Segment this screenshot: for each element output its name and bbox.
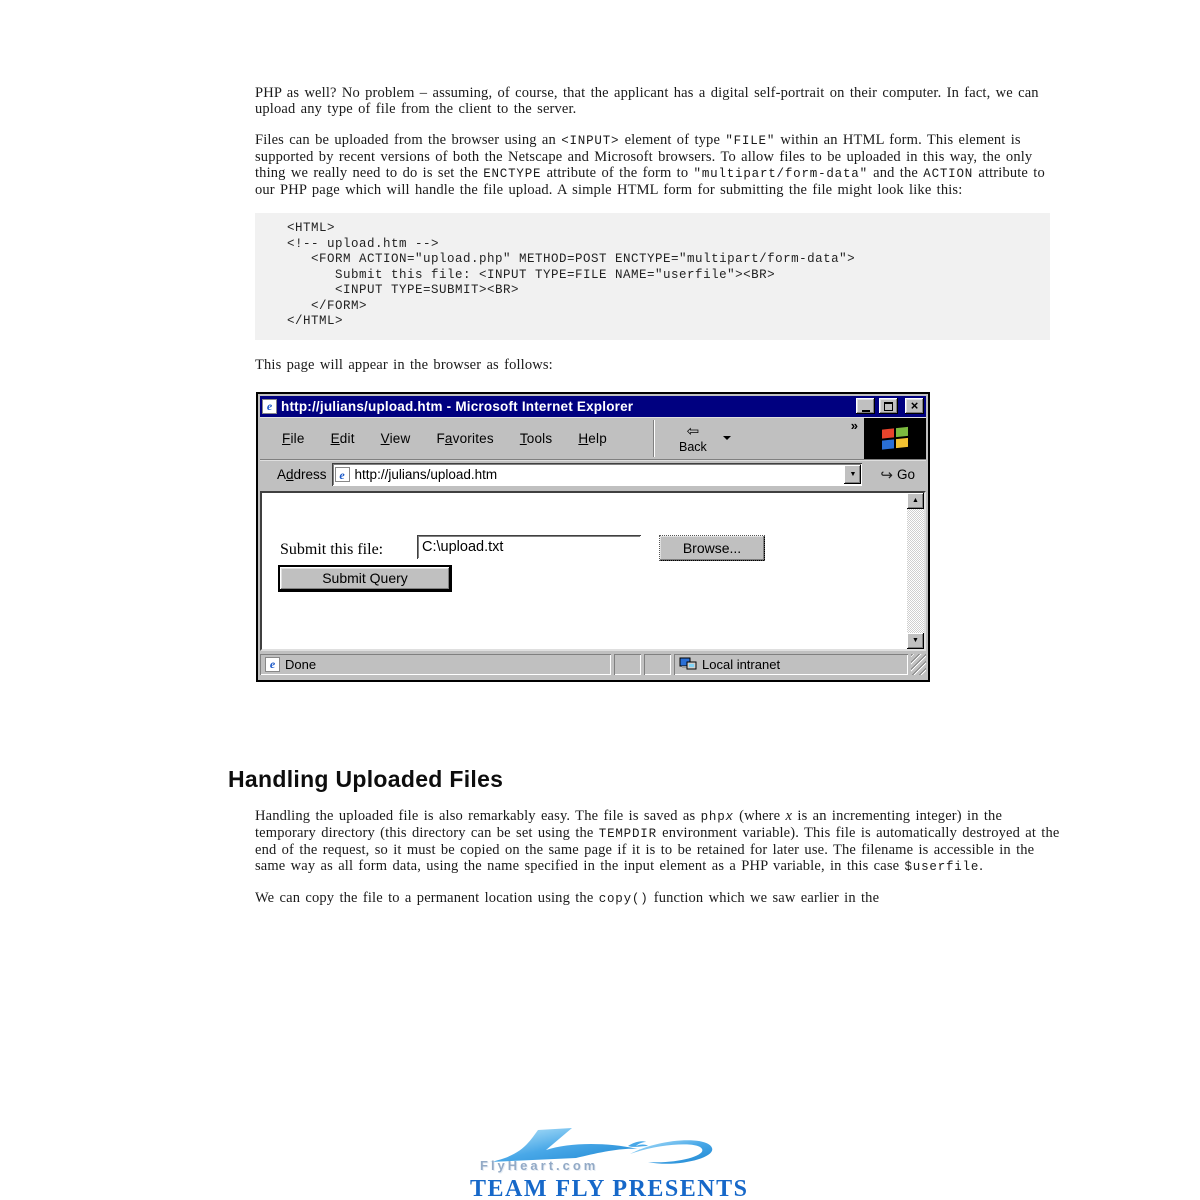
ie-titlebar[interactable] — [260, 396, 926, 417]
text-segment: . — [979, 857, 983, 874]
code-line: <HTML> — [287, 221, 336, 235]
team-fly-presents-label: TEAM FLY PRESENTS — [470, 1176, 749, 1200]
code-segment: ACTION — [923, 167, 974, 181]
go-button[interactable] — [876, 466, 923, 484]
scroll-up-icon[interactable]: ▲ — [907, 493, 924, 509]
code-line: </FORM> — [287, 298, 368, 313]
text-segment: attribute of the form to — [541, 165, 694, 181]
status-panel — [644, 654, 671, 675]
intranet-icon — [679, 657, 697, 672]
section-heading: Handling Uploaded Files — [228, 765, 504, 792]
status-done-panel — [260, 654, 611, 675]
zone-text: Local intranet — [702, 656, 781, 672]
code-line: </HTML> — [287, 314, 344, 328]
handling-paragraph-2 — [255, 890, 1067, 907]
code-segment: <INPUT> — [561, 134, 620, 148]
vertical-scrollbar[interactable] — [907, 493, 924, 649]
menu-file[interactable]: File — [282, 430, 305, 446]
code-segment: "FILE" — [725, 134, 776, 148]
handling-paragraph-1 — [255, 808, 1067, 875]
code-var-segment: x — [725, 809, 734, 824]
ie-browser-window — [256, 392, 930, 682]
status-text: Done — [285, 656, 317, 672]
go-label: Go — [896, 467, 915, 482]
menu-bar — [260, 418, 652, 459]
maximize-button[interactable] — [879, 398, 898, 414]
navigation-toolbar — [656, 418, 864, 459]
text-segment: Files can be uploaded from the browser using an — [255, 132, 562, 148]
code-line: <!-- upload.htm --> — [287, 236, 440, 251]
status-zone-panel — [674, 654, 908, 675]
main-content — [228, 85, 1067, 922]
more-buttons-chevron[interactable]: » — [850, 417, 858, 433]
scroll-down-icon[interactable]: ▼ — [907, 633, 924, 649]
text-segment: and the — [867, 165, 924, 181]
team-fly-logo — [470, 1128, 749, 1200]
file-field-label: Submit this file: — [280, 540, 384, 558]
code-segment: ENCTYPE — [483, 167, 542, 181]
address-input[interactable] — [332, 463, 863, 486]
submit-query-button[interactable]: Submit Query — [278, 565, 452, 592]
windows-logo — [864, 418, 926, 459]
ie-favicon: e — [335, 467, 350, 482]
intro-paragraph-2 — [255, 132, 1067, 198]
address-bar — [260, 460, 926, 489]
address-label: Address — [277, 467, 327, 482]
intro-paragraph-1: PHP as well? No problem – assuming, of course, that the applicant has a digital self-portrait on their computer. In fact, we can upload any type of file from the client to the server. — [255, 85, 1039, 117]
variable-segment: x — [785, 807, 793, 824]
code-segment: $userfile — [904, 859, 980, 874]
menu-tools[interactable]: Tools — [519, 430, 553, 446]
close-button[interactable]: × — [905, 398, 924, 414]
menu-help[interactable]: Help — [578, 430, 607, 446]
flyheart-site-label: FlyHeart.com — [480, 1158, 599, 1173]
html-code-listing — [255, 213, 1050, 340]
window-title: http://julians/upload.htm - Microsoft Internet Explorer — [281, 398, 634, 414]
text-segment: We can copy the file to a permanent location using the — [255, 889, 599, 906]
back-dropdown-icon[interactable] — [723, 436, 731, 444]
ie-toolbar — [260, 417, 926, 460]
text-segment: attribute to our PHP page which will handle the file upload. A simple HTML form for submitting the file might look like this: — [255, 165, 1045, 198]
flyheart-swoosh — [470, 1128, 730, 1174]
code-line: <FORM ACTION="upload.php" METHOD=POST ENCTYPE="multipart/form-data"> — [287, 252, 856, 266]
text-segment: element of type — [619, 132, 726, 148]
lead-in-paragraph: This page will appear in the browser as follows: — [255, 356, 553, 373]
code-segment: copy() — [598, 891, 649, 906]
text-segment: Handling the uploaded file is also remarkably easy. The file is saved as — [255, 807, 701, 824]
toolbar-divider — [653, 420, 655, 457]
browser-viewport — [260, 491, 926, 651]
ie-page-icon: e — [262, 399, 277, 414]
address-url[interactable]: http://julians/upload.htm — [354, 467, 498, 482]
text-segment: is an incrementing integer) in the temporary directory (this directory can be set using the — [255, 807, 1003, 841]
menu-edit[interactable]: Edit — [330, 430, 355, 446]
go-arrow-icon: ↪ — [880, 466, 893, 484]
text-segment: function which we saw earlier in the — [648, 889, 880, 906]
code-segment: php — [700, 809, 726, 824]
file-path-input[interactable] — [417, 535, 641, 559]
code-line: Submit this file: <INPUT TYPE=FILE NAME="userfile"><BR> — [287, 267, 776, 282]
status-bar — [260, 654, 926, 675]
address-dropdown-button[interactable]: ▼ — [844, 465, 861, 484]
code-segment: TEMPDIR — [598, 826, 657, 841]
minimize-button[interactable] — [856, 398, 875, 414]
menu-favorites[interactable]: Favorites — [436, 430, 494, 446]
back-button[interactable] — [665, 422, 717, 455]
text-segment: environment variable). This file is automatically destroyed at the end of the request, so it must be copied on the same page if it is to be retained for later use. The filename is accessible in the same way as all form data, using the name specified in the input element as a PHP variable, in this case — [255, 824, 1060, 874]
code-segment: "multipart/form-data" — [693, 167, 868, 181]
browse-button[interactable]: Browse... — [659, 535, 765, 561]
status-panel — [614, 654, 641, 675]
text-segment: (where — [733, 807, 786, 824]
back-arrow-icon: ⇦ — [686, 422, 700, 440]
ie-page-icon: e — [265, 657, 280, 672]
back-label: Back — [679, 439, 707, 454]
code-line: <INPUT TYPE=SUBMIT><BR> — [287, 283, 520, 297]
resize-grip[interactable] — [911, 654, 926, 675]
menu-view[interactable]: View — [380, 430, 411, 446]
text-segment: within an HTML form. This element is supported by recent versions of both the Netscape and Microsoft browsers. To allow files to be uploaded in this way, the only thing we really need to do is set the — [255, 132, 1033, 181]
